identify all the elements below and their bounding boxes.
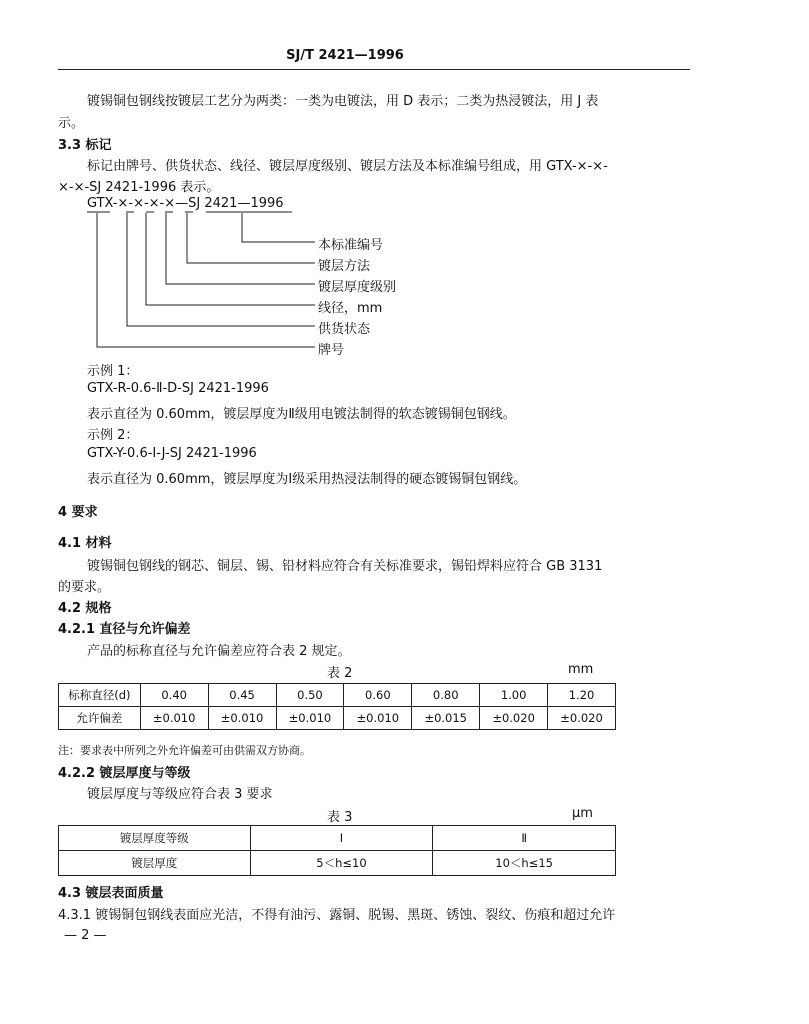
table-2-row-label: 标称直径(d) [59,684,141,707]
table-2-cell: 1.00 [480,684,548,707]
intro-line-2: 示。 [58,116,85,131]
table-2-cell: 1.20 [548,684,616,707]
example-2-code: GTX-Y-0.6-Ⅰ-J-SJ 2421-1996 [87,446,257,461]
section-4-2-2-heading: 4.2.2 镀层厚度与等级 [58,766,191,781]
table-2-cell: 0.45 [208,684,276,707]
table-2-cell: ±0.010 [276,707,344,730]
section-4-1-heading: 4.1 材料 [58,536,112,551]
table-2-cell: ±0.010 [208,707,276,730]
table-3-row-grade [59,826,616,851]
table-3-cell: 5＜h≤10 [250,851,433,876]
label-coating-thickness-grade: 镀层厚度级别 [318,280,397,295]
section-4-2-2-line-1: 镀层厚度与等级应符合表 3 要求 [87,787,273,802]
table-2-unit: mm [568,662,594,677]
label-wire-diameter: 线径，mm [318,301,383,316]
table-3-cell: Ⅰ [250,826,433,851]
example-1-description: 表示直径为 0.60mm，镀层厚度为Ⅱ级用电镀法制得的软态镀锡铜包钢线。 [87,407,516,422]
example-1-code: GTX-R-0.6-Ⅱ-D-SJ 2421-1996 [87,381,269,396]
label-standard-number: 本标准编号 [318,238,384,253]
table-3 [58,825,616,876]
table-2-cell: ±0.020 [548,707,616,730]
table-2-cell: ±0.020 [480,707,548,730]
table-2-cell: ±0.010 [344,707,412,730]
section-4-2-1-heading: 4.2.1 直径与允许偏差 [58,622,191,637]
table-2-cell: ±0.015 [412,707,480,730]
section-4-3-1-line-1: 4.3.1 镀锡铜包钢线表面应光洁，不得有油污、露铜、脱锡、黑斑、锈蚀、裂纹、伤痕和超过允许 [58,908,616,923]
table-2-cell: 0.60 [344,684,412,707]
label-grade: 牌号 [318,343,345,358]
section-3-3-line-2: ×-×-SJ 2421-1996 表示。 [58,180,220,195]
table-3-cell: Ⅱ [433,826,616,851]
page-header: SJ/T 2421—1996 [286,48,404,63]
section-3-3-line-1: 标记由牌号、供货状态、线径、镀层厚度级别、镀层方法及本标准编号组成，用 GTX-×-×- [87,159,608,174]
label-coating-method: 镀层方法 [318,259,371,274]
section-4-2-1-line-1: 产品的标称直径与允许偏差应符合表 2 规定。 [87,644,351,659]
table-2-cell: 0.40 [140,684,208,707]
section-4-2-heading: 4.2 规格 [58,601,112,616]
example-1-title: 示例 1： [87,364,139,379]
page-number: — 2 — [64,928,107,943]
table-3-row-label: 镀层厚度 [59,851,251,876]
section-4-1-line-2: 的要求。 [58,580,111,595]
table-3-row-thickness [59,851,616,876]
table-2-row-label: 允许偏差 [59,707,141,730]
table-2-row-tolerance [59,707,616,730]
table-2-row-diameter [59,684,616,707]
table-3-caption: 表 3 [327,810,353,825]
section-4-3-heading: 4.3 镀层表面质量 [58,886,164,901]
section-4-1-line-1: 镀锡铜包钢线的钢芯、铜层、锡、铅材料应符合有关标准要求，锡铅焊料应符合 GB 3131 [87,559,603,574]
table-3-row-label: 镀层厚度等级 [59,826,251,851]
section-3-3-heading: 3.3 标记 [58,138,112,153]
table-2 [58,683,616,730]
table-2-cell: 0.50 [276,684,344,707]
marking-code: GTX-×-×-×-×—SJ 2421—1996 [87,196,284,211]
table-2-caption: 表 2 [327,666,353,681]
table-2-cell: 0.80 [412,684,480,707]
example-2-description: 表示直径为 0.60mm，镀层厚度为Ⅰ级采用热浸法制得的硬态镀锡铜包钢线。 [87,472,527,487]
table-3-unit: μm [572,806,593,821]
example-2-title: 示例 2： [87,428,139,443]
section-4-heading: 4 要求 [58,505,98,520]
intro-line-1: 镀锡铜包钢线按镀层工艺分为两类：一类为电镀法，用 D 表示；二类为热浸镀法，用 J 表 [87,94,599,109]
table-3-cell: 10＜h≤15 [433,851,616,876]
table-2-note: 注：要求表中所列之外允许偏差可由供需双方协商。 [58,744,311,757]
table-2-cell: ±0.010 [140,707,208,730]
label-supply-state: 供货状态 [318,322,371,337]
